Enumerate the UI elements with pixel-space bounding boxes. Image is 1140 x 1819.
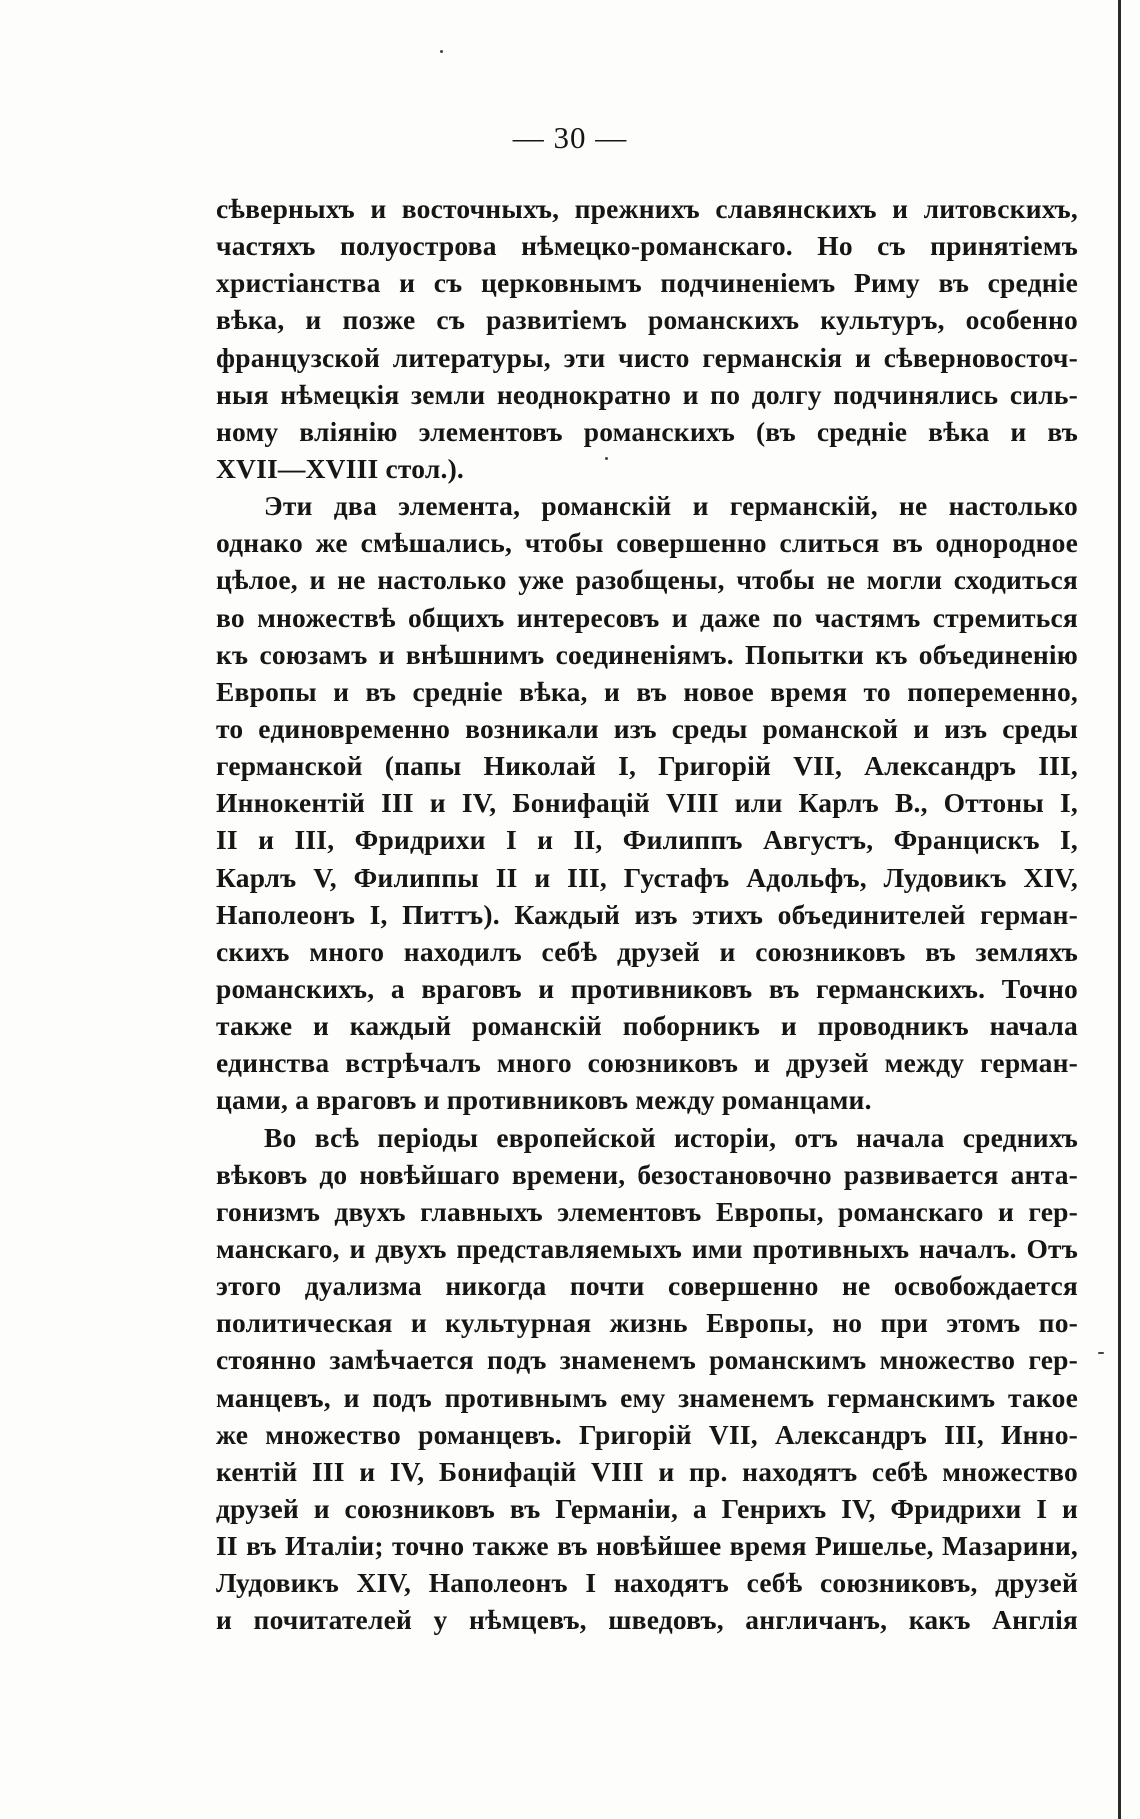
text-line: цѣлое, и не настолько уже разобщены, чтобы не могли сходиться [216,564,1078,596]
scan-speck [440,50,443,53]
text-line: Наполеонъ I, Питтъ). Каждый изъ этихъ объединителей герман- [216,898,1078,930]
text-line: однако же смѣшались, чтобы совершенно слиться въ однородное [216,527,1078,559]
paragraph-first-line: Во всѣ періоды европейской исторіи, отъ начала среднихъ [264,1121,1078,1153]
text-line: скихъ много находилъ себѣ друзей и союзниковъ въ земляхъ [216,935,1078,967]
text-line: вѣковъ до новѣйшаго времени, безостановочно развивается анта- [216,1158,1078,1190]
text-line: политическая и культурная жизнь Европы, но при этомъ по- [216,1307,1078,1339]
text-line: Лудовикъ XIV, Наполеонъ I находятъ себѣ союзниковъ, друзей [216,1567,1078,1599]
text-line: германской (папы Николай I, Григорій VII, Александръ III, [216,750,1078,782]
text-line: сѣверныхъ и восточныхъ, прежнихъ славянскихъ и литовскихъ, [216,193,1078,224]
text-line: и почитателей у нѣмцевъ, шведовъ, англичанъ, какъ Англія [216,1604,1078,1636]
text-line: стоянно замѣчается подъ знаменемъ романскимъ множество гер- [216,1344,1078,1376]
text-line: частяхъ полуострова нѣмецко-романскаго. Но съ принятіемъ [216,230,1078,262]
text-line: XVII—XVIII стол.). [216,452,464,484]
text-line: же множество романцевъ. Григорій VII, Александръ III, Инно- [216,1418,1078,1450]
text-line: Иннокентій III и IV, Бонифацій VIII или Карлъ В., Оттоны I, [216,787,1078,819]
text-line: этого дуализма никогда почти совершенно не освобождается [216,1270,1078,1302]
text-line: вѣка, и позже съ развитіемъ романскихъ культуръ, особенно [216,304,1078,336]
text-line: ному вліянію элементовъ романскихъ (въ средніе вѣка и въ [216,415,1078,447]
page-number: — 30 — [512,120,628,155]
text-line: также и каждый романскій поборникъ и проводникъ начала [216,1010,1078,1042]
text-line: II въ Италіи; точно также въ новѣйшее время Ришелье, Мазарини, [216,1530,1078,1562]
text-line: друзей и союзниковъ въ Германіи, а Генрихъ IV, Фридрихи I и [216,1492,1078,1524]
text-line: романскихъ, а враговъ и противниковъ въ германскихъ. Точно [216,972,1078,1004]
body-text [216,190,1078,1638]
text-line: ныя нѣмецкія земли неоднократно и по долгу подчинялись силь- [216,378,1078,410]
text-line: цами, а враговъ и противниковъ между романцами. [216,1084,872,1116]
text-line: кентій III и IV, Бонифацій VIII и пр. находятъ себѣ множество [216,1455,1078,1487]
text-line: единства встрѣчалъ много союзниковъ и друзей между герман- [216,1047,1078,1079]
text-line: во множествѣ общихъ интересовъ и даже по частямъ стремиться [216,601,1078,633]
text-line: къ союзамъ и внѣшнимъ соединеніямъ. Попытки къ объединенію [216,638,1078,670]
text-line: манцевъ, и подъ противнымъ ему знаменемъ германскимъ такое [216,1381,1078,1413]
text-line: французской литературы, эти чисто германскія и сѣверновосточ- [216,341,1078,373]
text-line: манскаго, и двухъ представляемыхъ ими противныхъ началъ. Отъ [216,1232,1078,1264]
text-line: то единовременно возникали изъ среды романской и изъ среды [216,712,1078,744]
text-line: христіанства и съ церковнымъ подчиненіемъ Риму въ средніе [216,267,1078,299]
text-line: II и III, Фридрихи I и II, Филиппъ Августъ, Францискъ I, [216,824,1078,856]
text-line: Европы и въ средніе вѣка, и въ новое время то попеременно, [216,675,1078,707]
text-line: Карлъ V, Филиппы II и III, Густафъ Адольфъ, Лудовикъ XIV, [216,861,1078,893]
paragraph-first-line: Эти два элемента, романскій и германскій, не настолько [264,490,1078,522]
text-line: гонизмъ двухъ главныхъ элементовъ Европы, романскаго и гер- [216,1195,1078,1227]
page-edge-rule [1118,0,1121,1819]
scan-speck [1098,1352,1104,1354]
